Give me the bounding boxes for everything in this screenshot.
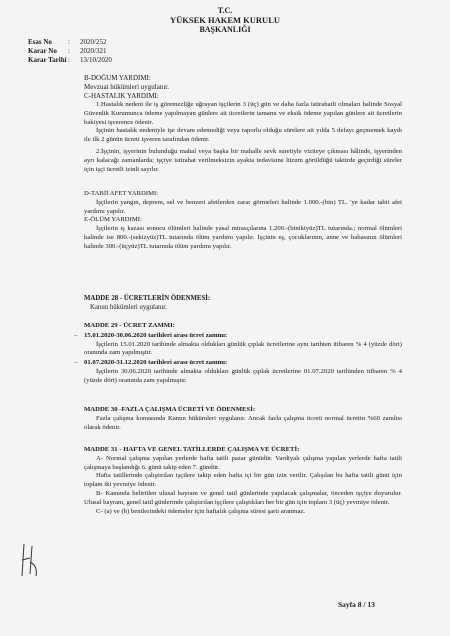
meta-row: Karar No : 2020/321: [28, 47, 107, 55]
olum-title: E-ÖLÜM YARDIMI:: [84, 216, 142, 224]
madde-29-a-title: 15.01.2020-30.06.2020 tarihleri arası ücret zammı:: [84, 331, 228, 339]
case-meta: [28, 38, 112, 65]
header-dept: BAŞKANLIĞI: [199, 25, 251, 34]
afet-olum-block: [84, 190, 402, 252]
madde-29: [74, 322, 402, 386]
madde-29-title: MADDE 29 - ÜCRET ZAMMI:: [84, 322, 175, 329]
madde-29-item: – 15.01.2020-30.06.2020 tarihleri arası ücret zammı:: [74, 331, 228, 339]
meta-key: Esas No: [28, 38, 52, 46]
madde-31-b: B- Kanunda belirtilen ulusal bayram ve genel tatil günlerinde yapılacak çalışmalar, önceden işçiye duyurulur. Ulusal bayram, genel tatil günlerinde çalıştırılan işçilere çalıştıkları her bir gün için toplam 3 (üç) yevmiye ödenir.: [84, 489, 402, 506]
madde-29-item: – 01.07.2020-31.12.2020 tarihleri arası ücret zammı:: [74, 359, 228, 367]
hastalik-block: [84, 101, 402, 174]
afet-title: D-TABİİ AFET YARDIMI:: [84, 190, 159, 197]
madde-28-title: MADDE 28 - ÜCRETLERİN ÖDENMESİ:: [84, 295, 211, 302]
madde-29-a-body: İşçilerin 15.01.2020 tarihinde almakta oldukları günlük çıplak ücretlerine aynı tarihten itibaren % 4 (yüzde dört) oranında zam yapılmıştır.: [84, 340, 402, 357]
dogum-title: B-DOĞUM YARDIMI:: [84, 74, 151, 82]
madde-29-b-body: İşçilerin 30.06.2020 tarihinde almakta oldukları günlük çıplak ücretlerine 01.07.2020 tarihinden itibaren % 4 (yüzde dört) oranında zam yapılmıştır.: [84, 367, 402, 384]
hastalik-paragraph-2: İşçinin hastalık nedeniyle işe devam edemediği veya raporlu olduğu sürelere ait yılda 5 defayı geçmemek kaydı ile ilk 2 günün ücreti işveren tarafından ödenir.: [84, 127, 402, 144]
madde-28: [84, 294, 402, 312]
page-number: Sayfa 8 / 13: [338, 600, 375, 609]
header-tc: T.C.: [217, 6, 233, 15]
meta-row: Esas No : 2020/252: [28, 38, 107, 46]
meta-value: 2020/321: [80, 47, 107, 55]
madde-31: [84, 446, 402, 516]
madde-31-title: MADDE 31 - HAFTA VE GENEL TATİLLERDE ÇALIŞMA VE ÜCRETİ:: [84, 446, 300, 453]
madde-28-body: Kanun hükümleri uygulanır.: [90, 304, 167, 311]
meta-key: Karar Tarihi: [28, 56, 67, 64]
header-org: YÜKSEK HAKEM KURULU: [169, 15, 281, 25]
madde-30-title: MADDE 30 -FAZLA ÇALIŞMA ÜCRETİ VE ÖDENMESİ:: [84, 406, 256, 413]
meta-key: Karar No: [28, 47, 57, 55]
handwritten-initials: [18, 540, 40, 580]
madde-31-a: A- Normal çalışma yapılan yerlerde hafta tatili pazar günüdür. Vardiyalı çalışma yapılan yerlerde hafta tatili çalışmaya başlandığı 6. günü takip eden 7. gündür.: [84, 454, 402, 471]
meta-value: 2020/252: [80, 38, 107, 46]
hastalik-paragraph-1: 1.Hastalık nedeni ile iş göremezliğe uğrayan işçilerin 3 (üç) gün ve daha fazla istirahatli olmaları halinde Sosyal Güvenlik Kurumunca ödeme yapılmayan günlere ait ücretlerin tamamı ve eksik ödeme yapılan günlere ait ücretlerin bakiyesi işverence ödenir.: [84, 101, 402, 126]
madde-30: [84, 406, 402, 432]
olum-body: İşçilerin iş kazası sonucu ölümleri halinde yasal mirasçılarına 1.200.-(binikiyüz)TL tutarında.; normal ölümleri halinde ise 800.-(sekizyüz)TL tutarında ölüm yardımı yapılır. İşçinin eş, çocuklarının, anne ve babasının ölümleri halinde 300.-(üçyüz)TL tutarında ölüm yardımı yapılır.: [84, 225, 402, 250]
section-dogum: [84, 74, 384, 101]
dogum-body: Mevzuat hükümleri uygulanır.: [84, 83, 169, 91]
madde-30-body: Fazla çalışma konusunda Kanun hükümleri uygulanır. Ancak fazla çalışma ücreti normal ücretin %60 zamlısı olarak ödenir.: [84, 414, 402, 431]
meta-value: 13/10/2020: [80, 56, 112, 64]
meta-row: Karar Tarihi: 13/10/2020: [28, 56, 112, 64]
hastalik-title: C-HASTALIK YARDIMI:: [84, 92, 159, 100]
madde-31-c: C- (a) ve (b) bentlerindeki ödemeler için haftalık çalışma süresi şartı aranmaz.: [96, 507, 306, 515]
madde-29-b-title: 01.07.2020-31.12.2020 tarihleri arası ücret zammı:: [84, 359, 228, 367]
hastalik-paragraph-3: 2.İşçinin, işyerinin bulunduğu mahal veya başka bir mahalle sevk suretiyle viziteye çıkması hâlinde, işyerinden ayrı kalacağı zamanlarda; işçiye istirahat verilmeksizin ayakta tedavisine lüzum görüldüğü taktirde geçirdiği süreler için işçi ücretli izinli sayılır.: [84, 147, 402, 173]
madde-31-a2: Hafta tatillerinde çalıştırılan işçilere takip eden hafta içi bir gün izin verilir. Çalışılan bu hafta tatili günü için toplam iki yevmiye ödenir.: [84, 472, 402, 489]
afet-body: İşçilerin yangın, deprem, sel ve benzeri afetlerden zarar görmeleri halinde 1.000.-(bin) TL. 'ye kadar tabii afet yardımı yapılır.: [84, 198, 402, 215]
